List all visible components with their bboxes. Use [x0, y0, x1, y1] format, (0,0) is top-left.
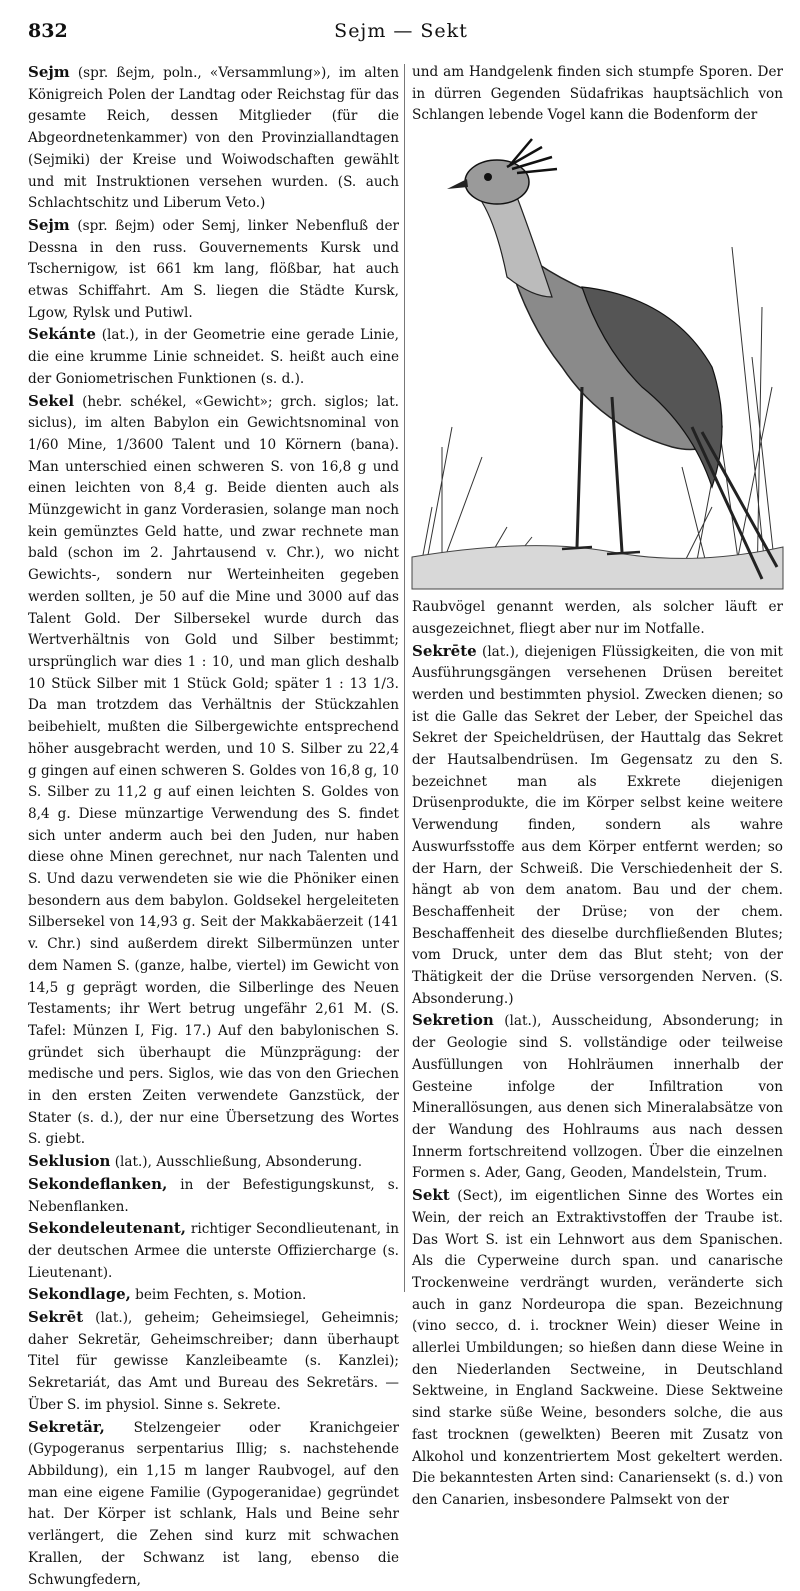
dictionary-entry	[28, 215, 399, 325]
bird-neck	[482, 197, 552, 297]
entry-headword: Sejm	[28, 63, 70, 81]
dictionary-entry	[28, 1284, 399, 1307]
bird-crest	[507, 139, 557, 173]
entry-text: in der Befestigungskunst, s. Nebenflanken.	[28, 1176, 399, 1215]
entry-headword: Sekondeflanken,	[28, 1174, 168, 1193]
dictionary-entry	[28, 1174, 399, 1218]
running-head: Sejm — Sekt	[334, 20, 468, 42]
entry-headword: Sejm	[28, 215, 70, 234]
entry-headword: Sekretär,	[28, 1417, 105, 1436]
dictionary-entry	[412, 1010, 783, 1185]
entry-headword: Sekondlage,	[28, 1285, 131, 1304]
entry-text: (lat.), diejenigen Flüssigkeiten, die von mit Ausführungsgängen versehenen Drüsen bereitet werden und bestimmten physiol. Zwecken dienen; so ist die Galle das Sekret der Leber, der Speichel das Sekret der Speicheldrüsen, der Hauttalg das Sekret der Hautsalbendrüsen. Im Gegensatz zu den S. bezeichnet man als Exkrete diejenigen Drüsenprodukte, die im Körper selbst keine weitere Verwendung finden, sondern als wahre Auswurfsstoffe aus dem Körper entfernt werden; so der Harn, der Schweiß. Die Verschiedenheit der S. hängt ab von dem anatom. Bau und der chem. Beschaffenheit der Drüse; von der chem. Beschaffenheit des dieselbe durchfließenden Blutes; vom Druck, unter dem das Blut steht; von der Thätigkeit der die Drüse versorgenden Nerven. (S. Absonderung.)	[412, 643, 783, 1007]
entry-text: (lat.), geheim; Geheimsiegel, Geheimnis; daher Sekretär, Geheimschreiber; dann überhaupt Titel für gewisse Kanzleibeamte (s. Kanzlei); Sekretariát, das Amt und Bureau des Sekretärs. — Über S. im physiol. Sinne s. Sekrete.	[28, 1310, 399, 1413]
dictionary-entry	[412, 641, 783, 1011]
dictionary-entry	[412, 1185, 783, 1512]
secretary-bird-illustration	[412, 127, 783, 589]
dictionary-entry	[28, 1218, 399, 1284]
text-columns	[28, 62, 783, 1588]
dictionary-entry	[412, 597, 783, 640]
entry-text: (Sect), im eigentlichen Sinne des Wortes ein Wein, der reich an Extraktivstoffen der Traube ist. Das Wort S. ist ein Lehnwort aus dem Spanischen. Als die Cyperweine durch span. und canarische Trockenweine verdrängt wurden, veränderte sich auch in ganz Nordeuropa die span. Bezeichnung (vino secco, d. i. trockner Wein) dieser Weine in allerlei Umbildungen; so hießen dann diese Weine in den Niederlanden Sectweine, in Deutschland Sektweine, in England Sackweine. Diese Sektweine sind starke süße Weine, besonders solche, die aus fast trocknen (gewelkten) Beeren mit Zusatz von Alkohol und konzentriertem Most gekeltert werden. Die bekanntesten Arten sind: Canariensekt (s. d.) von den Canarien, insbesondere Palmsekt von der	[412, 1188, 783, 1508]
entry-text: Stelzengeier oder Kranichgeier (Gypogeranus serpentarius Illig; s. nachstehende Abbildung), ein 1,15 m langer Raubvogel, auf den man eine eigene Familie (Gypogeranidae) gegründet hat. Der Körper ist schlank, Hals und Beine sehr verlängert, die Zehen sind kurz mit schwachen Krallen, der Schwanz ist lang, ebenso die Schwungfedern,	[28, 1419, 399, 1588]
dictionary-entry	[28, 62, 399, 215]
entry-headword: Sekrēte	[412, 641, 477, 660]
dictionary-entry	[28, 1307, 399, 1417]
entry-text: (lat.), Ausschließung, Absonderung.	[110, 1154, 363, 1171]
continued-text: und am Handgelenk finden sich stumpfe Sporen. Der in dürren Gegenden Südafrikas hauptsächlich von Schlangen lebende Vogel kann die Bodenform der	[412, 64, 783, 124]
dictionary-entry	[28, 1417, 399, 1591]
entry-text: (spr. ßejm, poln., «Versammlung»), im alten Königreich Polen der Landtag oder Reichstag für das gesamte Reich, dessen Mitglieder (für die Abgeordnetenkammer) von den Provinziallandtagen (Sejmiki) der Kreise und Woiwodschaften gewählt und mit Instruktionen versehen wurden. (S. auch Schlachtschitz und Liberum Veto.)	[28, 65, 399, 212]
entry-headword: Sekt	[412, 1186, 450, 1205]
entry-text: richtiger Secondlieutenant, in der deutschen Armee die unterste Offiziercharge (s. Lieutenant).	[28, 1221, 399, 1281]
entry-headword: Sekondeleutenant,	[28, 1219, 187, 1238]
entry-text: (lat.), in der Geometrie eine gerade Linie, die eine krumme Linie schneidet. S. heißt auch eine der Goniometrischen Funktionen (s. d.).	[28, 327, 399, 387]
entry-headword: Sekretion	[412, 1011, 494, 1030]
column-divider	[404, 64, 405, 1292]
ground	[412, 546, 783, 589]
entry-text: (spr. ßejm) oder Semj, linker Nebenfluß der Dessna in den russ. Gouvernements Kursk und Tschernigow, ist 661 km lang, flößbar, hat auch etwas Schiffahrt. Am S. liegen die Städte Kursk, Lgow, Rylsk und Putiwl.	[28, 217, 399, 321]
entry-text: (lat.), Ausscheidung, Absonderung; in der Geologie sind S. vollständige oder teilweise Ausfüllungen von Hohlräumen innerhalb der Gesteine infolge der Infiltration von Minerallösungen, aus denen sich Mineralabsätze von der Wandung des Hohlraums aus nach dessen Innerm fortschreitend vollzogen. Über die einzelnen Formen s. Ader, Gang, Geoden, Mandelstein, Trum.	[412, 1013, 783, 1182]
dictionary-entry	[28, 324, 399, 390]
page-header	[28, 14, 774, 54]
entry-text: (hebr. schékel, «Gewicht»; grch. siglos; lat. siclus), im alten Babylon ein Gewichtsnominal von 1/60 Mine, 1/3600 Talent und 10 Körnern (bana). Man unterschied einen schweren S. von 16,8 g und einen leichten von 8,4 g. Beide dienten auch als Münzgewicht in ganz Vorderasien, solange man noch kein gemünztes Geld hatte, und zwar rechnete man bald (schon im 2. Jahrtausend v. Chr.), wo nicht Gewichts-, sondern nur Werteinheiten gegeben werden sollten, je 50 auf die Mine und 3000 auf das Talent Gold. Der Silbersekel wurde durch das Wertverhältnis von Gold und Silber bestimmt; ursprünglich war dies 1 : 10, und man glich deshalb 10 Stück Silber mit 1 Stück Gold; später 1 : 13 1/3. Da man trotzdem das Verhältnis der Stückzahlen beibehielt, mußten die Silbergewichte entsprechend höher ausgebracht werden, und 10 S. Silber zu 22,4 g gingen auf einen schweren S. Goldes von 16,8 g, 10 S. Silber zu 11,2 g auf einen leichten S. Goldes von 8,4 g. Diese münzartige Verwendung des S. findet sich unter anderm auch bei den Juden, nur haben diese ohne Minen gerechnet, nur nach Talenten und S. Und dazu verwendeten sie wie die Phöniker einen besondern aus dem babylon. Goldsekel hergeleiteten Silbersekel von 14,93 g. Seit der Makkabäerzeit (141 v. Chr.) sind außerdem direkt Silbermünzen unter dem Namen S. (ganze, halbe, viertel) im Gewicht von 14,5 g geprägt worden, die Silberlinge des Neuen Testaments; ihr Wert betrug ungefähr 2,61 M. (S. Tafel: Münzen I, Fig. 17.) Auf den babylonischen S. gründet sich überhaupt die Münzprägung: der medische und pers. Siglos, wie das von den Griechen in den ersten Zeiten verwendete Ganzstück, der Stater (s. d.), der nur eine Übersetzung des Wortes S. giebt.	[28, 393, 399, 1148]
entry-headword: Sekánte	[28, 325, 96, 344]
entry-headword: Seklusion	[28, 1152, 111, 1171]
entry-text: Raubvögel genannt werden, als solcher läuft er ausgezeichnet, fliegt aber nur im Notfalle.	[412, 599, 783, 637]
entry-text: beim Fechten, s. Motion.	[130, 1287, 307, 1304]
left-column	[28, 62, 399, 1588]
dictionary-entry	[28, 1151, 399, 1174]
page-number: 832	[28, 20, 68, 42]
bird-eye	[484, 173, 492, 181]
bird-beak	[447, 179, 468, 189]
right-column	[412, 62, 783, 1508]
entry-headword: Sekel	[28, 391, 75, 410]
dictionary-entry	[28, 391, 399, 1152]
entry-headword: Sekrēt	[28, 1308, 84, 1327]
